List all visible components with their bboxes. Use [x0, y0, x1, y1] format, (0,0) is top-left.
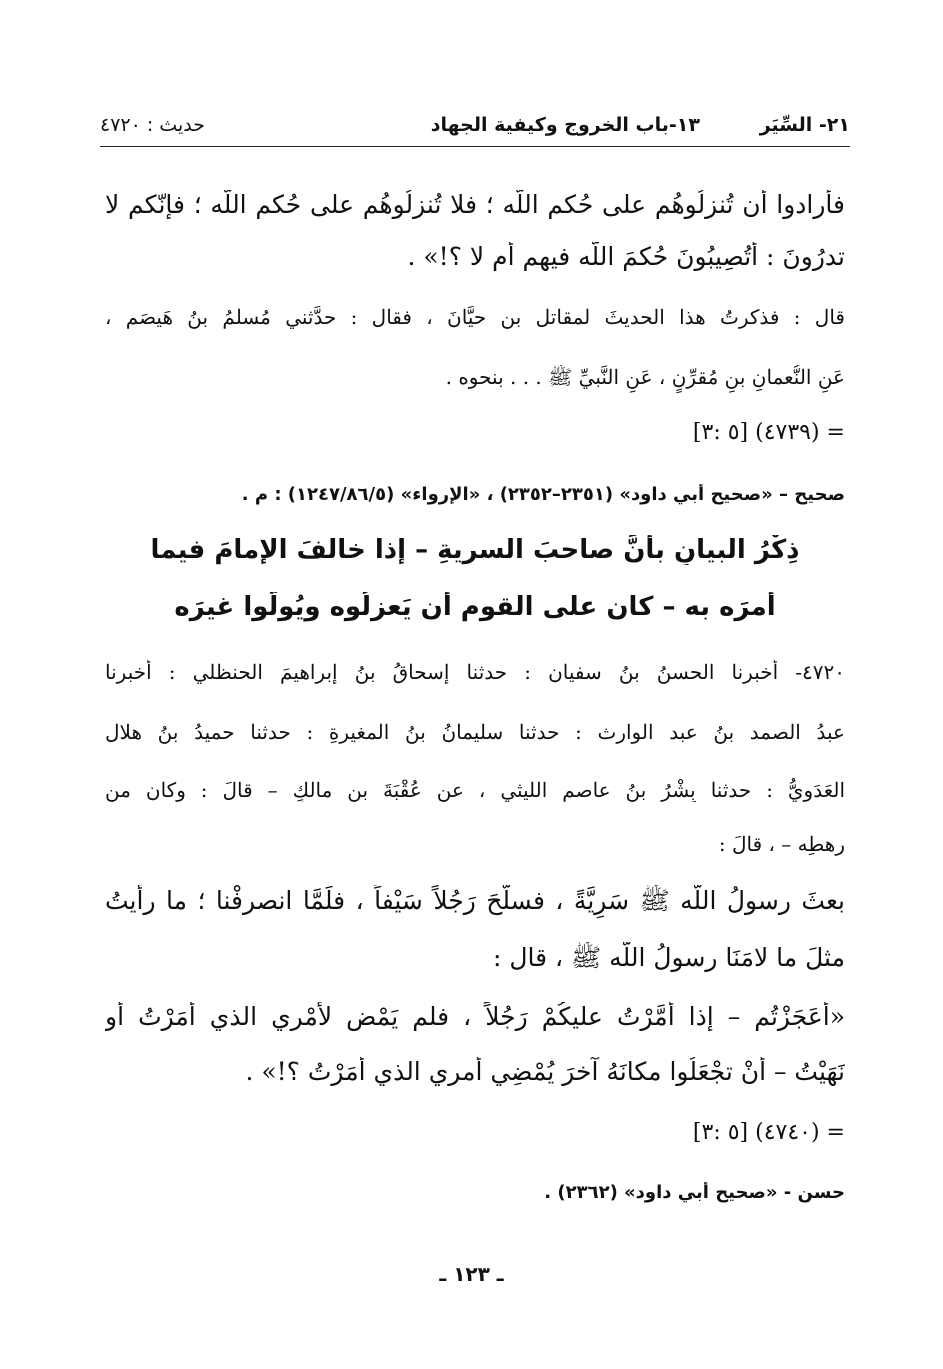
text-line-3: قال : فذكرتُ هذا الحديثَ لمقاتلِ بنِ حيَّانَ ، فقال : حدَّثني مُسلمُ بنُ هَيصَم ،: [105, 305, 845, 329]
matn-line-1: بعثَ رسولُ اللّه ﷺ سَرِيَّةً ، فسلَّحَ رَجُلاً سَيْفاً ، فلَمَّا انصرفْنا ؛ ما رأيتُ: [105, 886, 845, 915]
hadith-number: حديث : ٤٧٢٠: [100, 114, 205, 136]
header-rule: [100, 146, 850, 147]
isnad-line-2: عبدُ الصمد بنُ عبد الوارث : حدثنا سليمانُ بنُ المغيرةِ : حدثنا حميدُ بنُ هلال: [105, 720, 845, 744]
text-line-4: عَنِ النُّعمانِ بنِ مُقرِّنٍ ، عَنِ النَّبيِّ ﷺ . . . بنحوه .: [445, 365, 845, 389]
matn-line-4: نَهَيْتُ – أنْ تجْعَلُوا مكانَهُ آخرَ يُمْضِي أمري الذي أمَرْتُ ؟!» .: [245, 1057, 845, 1086]
grade-line-2: حسن - «صحيح أبي داود» (٢٣٦٢) .: [544, 1182, 845, 1203]
reference-line-1: = (٤٧٣٩) [٥ :٣]: [692, 420, 845, 445]
grade-line-1: صحيح – «صحيح أبي داود» (٢٣٥١–٢٣٥٢) ، «الإرواء» (١٢٤٧/٨٦/٥) : م .: [241, 484, 845, 505]
isnad-line-4: رهطِه – ، قالَ :: [718, 832, 845, 856]
matn-line-3: «أعَجَزْتُم – إذا أمَّرْتُ عليكُمْ رَجُلاً ، فلم يَمْضِ لأمْري الذي أمَرْتُ أو: [105, 1002, 845, 1031]
isnad-line-1: ٤٧٢٠- أخبرنا الحسنُ بنُ سفيان : حدثنا إسحاقُ بنُ إبراهيمَ الحنظلي : أخبرنا: [105, 660, 845, 684]
matn-line-2: مثلَ ما لامَنَا رسولُ اللّه ﷺ ، قال :: [492, 943, 845, 972]
isnad-line-3: العَدَويُّ : حدثنا بِشْرُ بنُ عاصم الليثي ، عن عُقْبَةَ بنِ مالكٍ – قالَ : وكان من: [105, 778, 845, 802]
text-line-2: تدرُونَ : أتُصِيبُونَ حُكمَ اللّه فيهم أم لا ؟!» .: [407, 242, 845, 271]
reference-line-2: = (٤٧٤٠) [٥ :٣]: [692, 1120, 845, 1145]
text-line-1: فأرادوا أن تُنزلُوهُم على حُكمِ اللّه ؛ فلا تُنزلُوهُم على حُكمِ اللّه ؛ فإنّكم لا: [105, 190, 845, 219]
page-number: ـ ١٢٣ ـ: [439, 1262, 504, 1286]
section-heading-2: أمرَه به – كان على القومِ أن يَعزِلُوه ويُولُّوا غيرَه: [174, 592, 776, 622]
chapter-title: ١٣-باب الخروج وكيفية الجهاد: [430, 114, 700, 136]
book-title: ٢١- السِّيَر: [759, 114, 850, 136]
running-header: [100, 108, 850, 144]
section-heading-1: ذِكْرُ البيانِ بأنَّ صاحبَ السريةِ – إذا خالفَ الإمامَ فيما: [150, 535, 800, 565]
